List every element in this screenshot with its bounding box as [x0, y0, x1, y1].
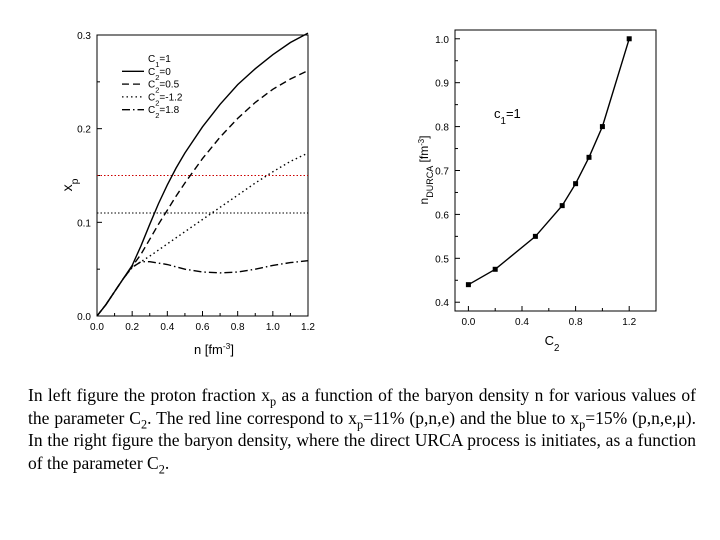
left-legend-label: $C_2=0.5$: [148, 79, 180, 95]
caption-sub-1: p: [270, 394, 277, 409]
caption-sub-3: p: [356, 417, 364, 431]
right-y-tick-label: 0.7: [435, 166, 449, 178]
right-y-tick-label: 1.0: [435, 34, 449, 46]
right-plot-frame: [455, 30, 656, 311]
caption-text-2: as a function of the baryon density n for various values of the parameter C: [28, 385, 696, 428]
left-x-tick-label: 0.0: [90, 322, 104, 333]
left-legend-label: $C_2=1.8$: [148, 105, 180, 120]
caption-text-4: =11% (p,n,e) and the blue to x: [363, 407, 580, 428]
left-chart: [59, 31, 315, 357]
left-x-tick-label: 0.8: [230, 322, 245, 333]
left-y-tick-label: 0.3: [77, 31, 91, 42]
right-y-tick-label: 0.4: [435, 298, 449, 310]
right-y-tick-label: 0.8: [435, 122, 449, 134]
caption-sub-4: p: [579, 417, 586, 431]
left-x-tick-label: 0.6: [195, 322, 210, 333]
caption-text-6: .: [164, 452, 170, 473]
left-x-tick-label: 0.4: [160, 322, 175, 333]
caption-sub-5: 2: [158, 462, 165, 476]
caption-text-3: . The red line correspond to x: [147, 407, 357, 428]
left-x-tick-label: 1.2: [301, 322, 315, 333]
left-x-axis-label: n $[fm^{-3}]$: [193, 341, 235, 357]
left-x-tick-label: 0.2: [125, 322, 140, 333]
caption-text-1: In left figure the proton fraction x: [28, 385, 270, 405]
right-data-marker: [560, 203, 565, 208]
right-x-tick-label: 0.4: [515, 317, 529, 328]
right-annotation: $c_1=1$: [494, 106, 521, 127]
right-x-tick-label: 0.8: [568, 317, 583, 328]
left-legend-title: $C_1=1$: [148, 54, 171, 69]
right-y-tick-label: 0.5: [435, 254, 449, 266]
right-y-tick-label: 0.6: [435, 210, 449, 222]
right-data-marker: [587, 155, 592, 160]
left-y-tick-label: 0.0: [77, 312, 91, 323]
left-y-axis-label: $x_p$: [59, 178, 81, 192]
right-data-marker: [466, 282, 471, 287]
right-data-marker: [533, 234, 538, 239]
right-chart: [417, 30, 657, 354]
right-x-axis-label: $C_2$: [544, 333, 560, 354]
right-y-tick-label: 0.9: [435, 78, 449, 90]
caption-text-5: =15% (p,n,e,μ). In the right figure the baryon density, where the direct URCA process is initiates, as a function of the parameter C: [28, 407, 696, 473]
right-data-marker: [600, 124, 605, 129]
right-data-marker: [493, 267, 498, 272]
left-x-tick-label: 1.0: [265, 322, 280, 333]
left-legend-label: $C_2=0$: [148, 66, 171, 82]
right-x-tick-label: 0.0: [461, 317, 476, 328]
left-legend-label: $C_2=-1.2$: [148, 92, 183, 107]
right-data-marker: [627, 36, 632, 41]
right-data-marker: [573, 181, 578, 186]
caption-sub-2: 2: [140, 417, 148, 431]
right-y-axis-label: $n_{DURCA}$ $[fm^{-3}]$: [416, 135, 435, 205]
left-y-tick-label: 0.1: [77, 218, 91, 230]
figure-caption: [28, 384, 696, 474]
left-y-tick-label: 0.2: [77, 124, 91, 136]
right-x-tick-label: 1.2: [622, 317, 637, 328]
